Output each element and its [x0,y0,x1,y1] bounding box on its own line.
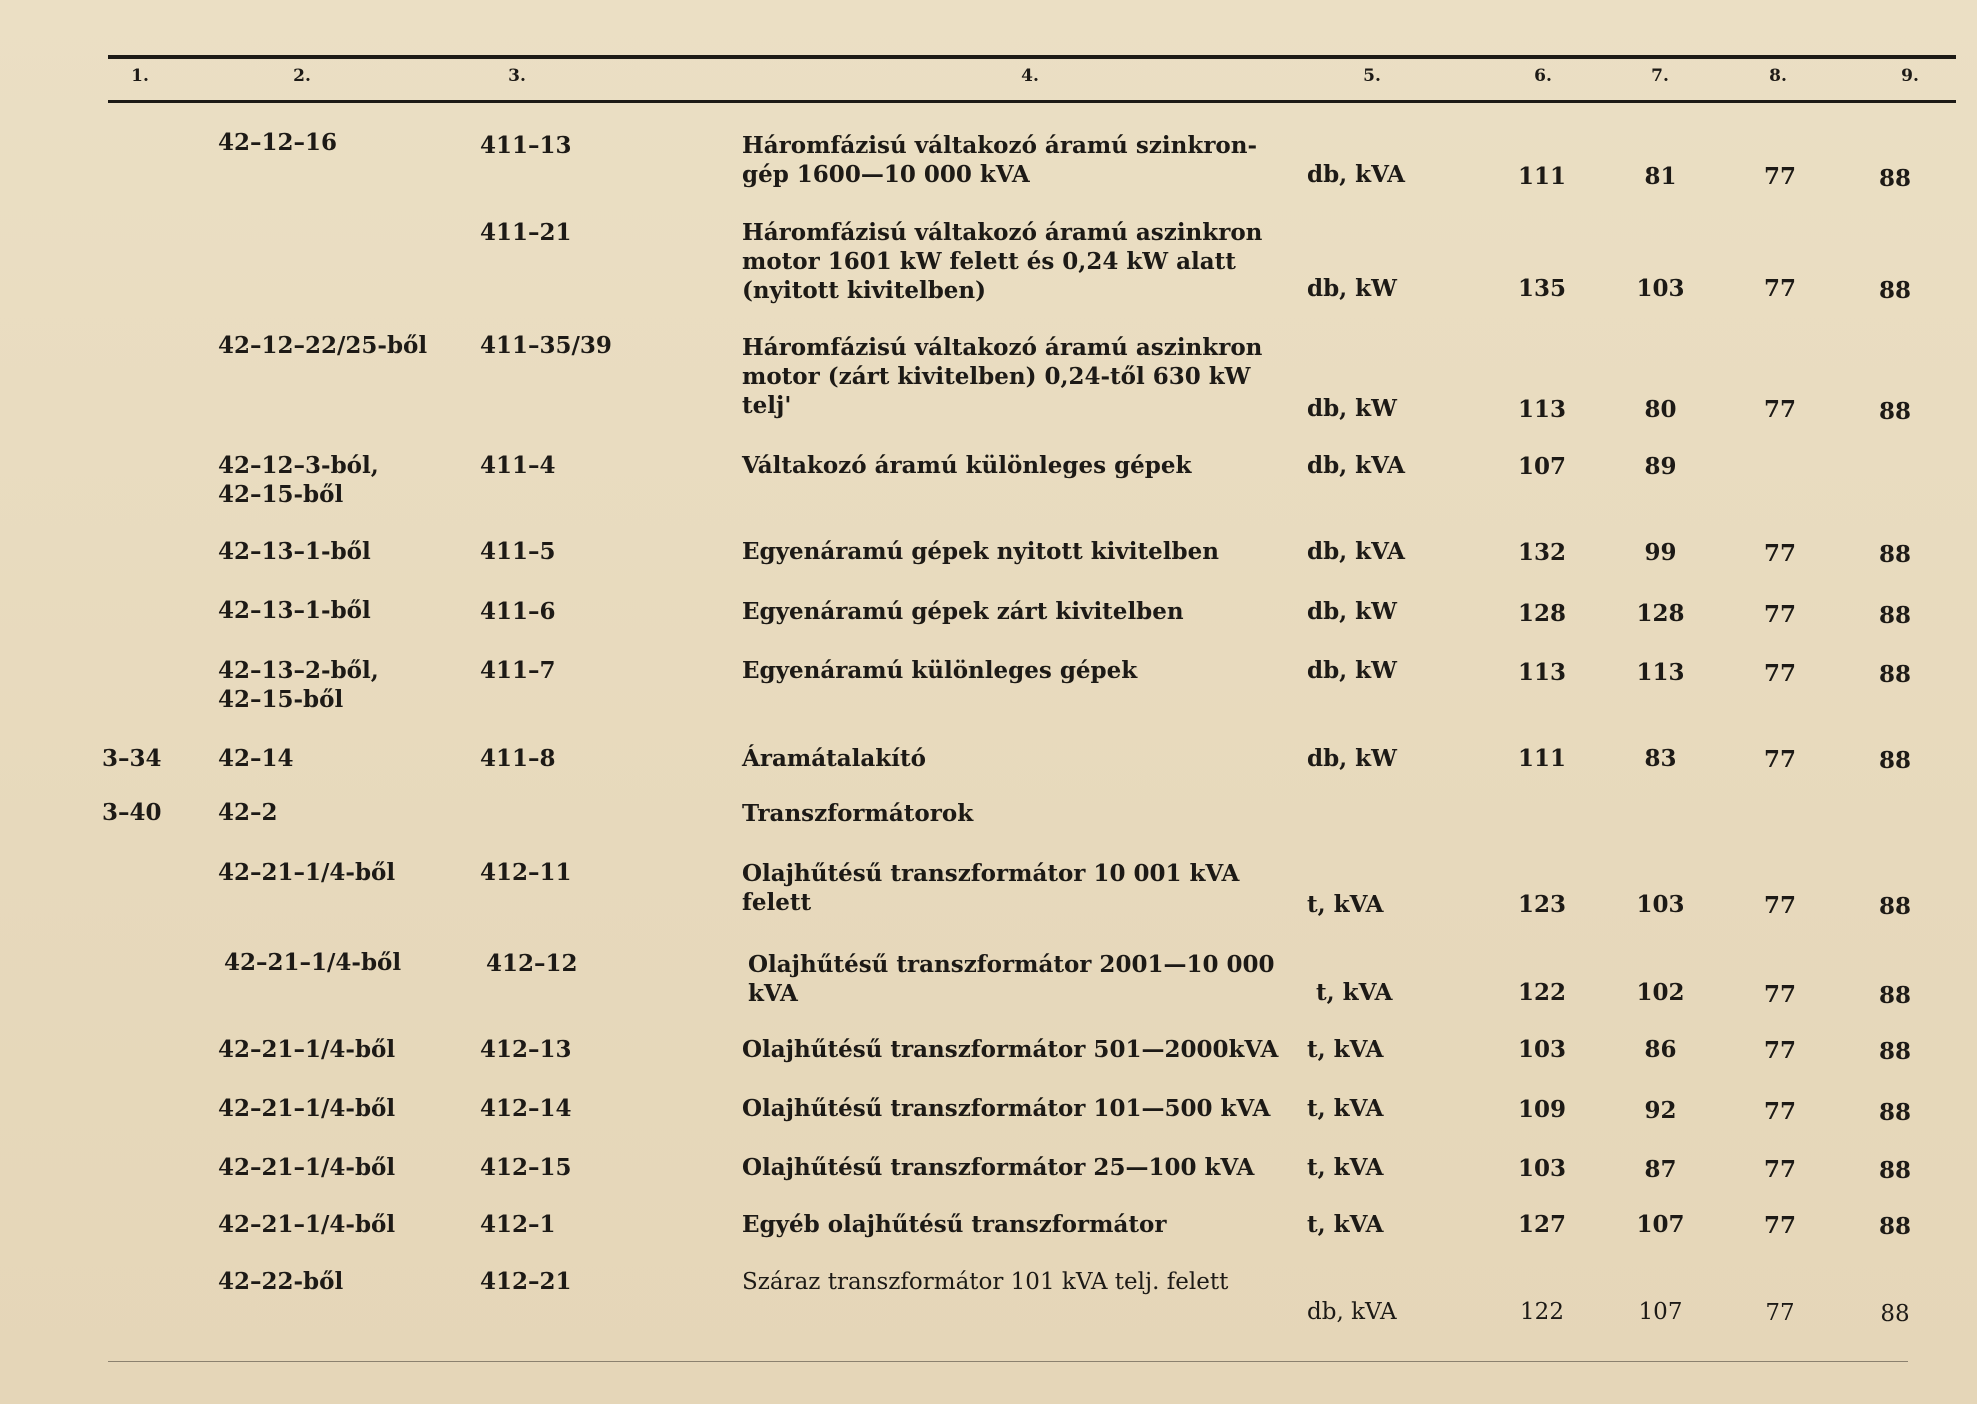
row-number: 412–21 [480,1268,572,1295]
row-description: Száraz transzformátor 101 kVA telj. felett [742,1269,1229,1295]
row-description: Olajhűtésű transzformátor 501—2000kVA [742,1036,1279,1063]
row-number: 411–8 [480,745,556,772]
row-unit: db, kW [1307,598,1397,625]
row-description: Olajhűtésű transzformátor 10 001 kVA felett [742,860,1240,916]
row-unit: t, kVA [1307,1095,1384,1122]
row-value-9: 88 [1878,1157,1911,1184]
row-value-9: 88 [1880,1301,1910,1327]
row-value-8: 77 [1763,660,1796,687]
top-rule [108,55,1956,59]
row-number: 411–21 [480,219,572,246]
row-unit: db, kW [1307,745,1397,772]
row-code: 42–13–1-ből [218,538,371,565]
row-code: 42–21–1/4-ből [218,859,396,886]
column-header-6: 6. [1534,66,1552,86]
row-value-7: 102 [1636,979,1685,1006]
row-number: 412–1 [480,1211,556,1238]
row-value-8: 77 [1763,746,1796,773]
column-header-1: 1. [131,66,149,86]
row-description: Egyenáramú gépek zárt kivitelben [742,598,1184,625]
column-header-5: 5. [1363,66,1381,86]
row-description: Egyenáramú különleges gépek [742,657,1138,684]
column-header-3: 3. [508,66,526,86]
row-number: 411–7 [480,657,556,684]
row-value-9: 88 [1878,1213,1911,1240]
row-code: 42–21–1/4-ből [218,1036,396,1063]
row-value-7: 83 [1644,745,1677,772]
row-value-8: 77 [1763,275,1796,302]
row-value-8: 77 [1763,1212,1796,1239]
row-value-9: 88 [1878,893,1911,920]
row-number: 412–12 [486,950,578,977]
row-value-6: 113 [1517,396,1566,423]
row-description: Háromfázisú váltakozó áramú aszinkron motor 1601 kW felett és 0,24 kW alatt (nyitott kivitelben) [742,219,1263,304]
row-value-7: 128 [1636,600,1685,627]
row-description: Olajhűtésű transzformátor 101—500 kVA [742,1095,1271,1122]
row-value-8: 77 [1763,981,1796,1008]
row-number: 411–6 [480,598,556,625]
row-number: 412–14 [480,1095,572,1122]
row-value-8: 77 [1765,1300,1795,1326]
row-value-7: 92 [1644,1097,1677,1124]
row-value-9: 88 [1878,541,1911,568]
row-number: 411–5 [480,538,556,565]
row-unit: t, kVA [1307,891,1384,918]
row-unit: db, kVA [1307,161,1406,188]
row-code: 42–13–2-ből, 42–15-ből [218,657,379,713]
row-value-9: 88 [1878,1099,1911,1126]
row-value-6: 109 [1517,1096,1566,1123]
row-value-6: 103 [1517,1155,1566,1182]
row-value-6: 123 [1517,891,1566,918]
row-description: Olajhűtésű transzformátor 25—100 kVA [742,1154,1255,1181]
row-number: 412–11 [480,859,572,886]
row-value-8: 77 [1763,1037,1796,1064]
row-code: 42–21–1/4-ből [224,949,402,976]
row-value-8: 77 [1763,396,1796,423]
row-value-7: 87 [1644,1156,1677,1183]
column-header-8: 8. [1769,66,1787,86]
row-value-9: 88 [1878,602,1911,629]
row-value-6: 127 [1517,1211,1566,1238]
row-value-9: 88 [1878,398,1911,425]
row-unit: db, kVA [1307,1299,1397,1325]
row-number: 411–4 [480,452,556,479]
row-code: 42–2 [218,799,278,826]
row-value-6: 111 [1517,745,1566,772]
row-value-7: 103 [1636,891,1685,918]
row-code: 42–12–22/25-ből [218,332,428,359]
row-value-6: 128 [1517,600,1566,627]
row-code: 42–12–16 [218,129,338,156]
row-value-6: 103 [1517,1036,1566,1063]
bottom-rule [108,1361,1908,1362]
row-unit: db, kVA [1307,538,1406,565]
row-value-8: 77 [1763,163,1796,190]
row-value-7: 80 [1644,396,1677,423]
row-value-7: 107 [1636,1211,1685,1238]
row-unit: db, kW [1307,275,1397,302]
row-value-7: 103 [1636,275,1685,302]
column-header-7: 7. [1651,66,1669,86]
row-number: 412–15 [480,1154,572,1181]
row-unit: t, kVA [1307,1154,1384,1181]
row-code: 42–14 [218,745,294,772]
row-value-6: 132 [1517,539,1566,566]
row-number: 412–13 [480,1036,572,1063]
row-value-9: 88 [1878,277,1911,304]
row-value-9: 88 [1878,982,1911,1009]
row-number: 411–13 [480,132,572,159]
row-value-6: 122 [1520,1299,1564,1325]
row-unit: db, kW [1307,657,1397,684]
header-rule [108,100,1956,103]
column-header-4: 4. [1021,66,1039,86]
row-code: 42–21–1/4-ből [218,1095,396,1122]
row-unit: t, kVA [1316,979,1393,1006]
row-value-6: 135 [1517,275,1566,302]
column-header-9: 9. [1901,66,1919,86]
row-value-9: 88 [1878,165,1911,192]
row-code: 42–21–1/4-ből [218,1211,396,1238]
row-unit: db, kVA [1307,452,1406,479]
row-description: Egyéb olajhűtésű transzformátor [742,1211,1167,1238]
row-unit: t, kVA [1307,1211,1384,1238]
row-value-7: 113 [1636,659,1685,686]
row-section: 3–34 [102,745,162,772]
row-value-8: 77 [1763,1098,1796,1125]
row-number: 411–35/39 [480,332,612,359]
row-unit: db, kW [1307,395,1397,422]
row-description: Váltakozó áramú különleges gépek [742,452,1192,479]
row-value-6: 107 [1517,453,1566,480]
row-description: Háromfázisú váltakozó áramú aszinkron motor (zárt kivitelben) 0,24-től 630 kW telj' [742,334,1263,419]
row-value-8: 77 [1763,1156,1796,1183]
row-value-9: 88 [1878,1038,1911,1065]
row-value-6: 111 [1517,163,1566,190]
row-code: 42–12–3-ból, 42–15-ből [218,452,379,508]
row-value-8: 77 [1763,540,1796,567]
row-value-8: 77 [1763,601,1796,628]
row-code: 42–13–1-ből [218,597,371,624]
row-description: Transzformátorok [742,800,974,827]
row-value-7: 86 [1644,1036,1677,1063]
row-unit: t, kVA [1307,1036,1384,1063]
row-description: Áramátalakító [742,745,926,772]
row-code: 42–22-ből [218,1268,344,1295]
row-value-7: 107 [1638,1299,1683,1325]
row-value-9: 88 [1878,661,1911,688]
row-description: Egyenáramú gépek nyitott kivitelben [742,538,1219,565]
row-value-8: 77 [1763,892,1796,919]
row-section: 3–40 [102,799,162,826]
row-value-7: 89 [1644,453,1677,480]
row-value-7: 99 [1644,539,1677,566]
row-description: Olajhűtésű transzformátor 2001—10 000 kVA [748,951,1275,1007]
row-description: Háromfázisú váltakozó áramú szinkron-gép 1600—10 000 kVA [742,132,1258,188]
column-header-2: 2. [293,66,311,86]
row-value-6: 113 [1517,659,1566,686]
row-code: 42–21–1/4-ből [218,1154,396,1181]
row-value-7: 81 [1644,163,1677,190]
row-value-6: 122 [1517,979,1566,1006]
row-value-9: 88 [1878,747,1911,774]
